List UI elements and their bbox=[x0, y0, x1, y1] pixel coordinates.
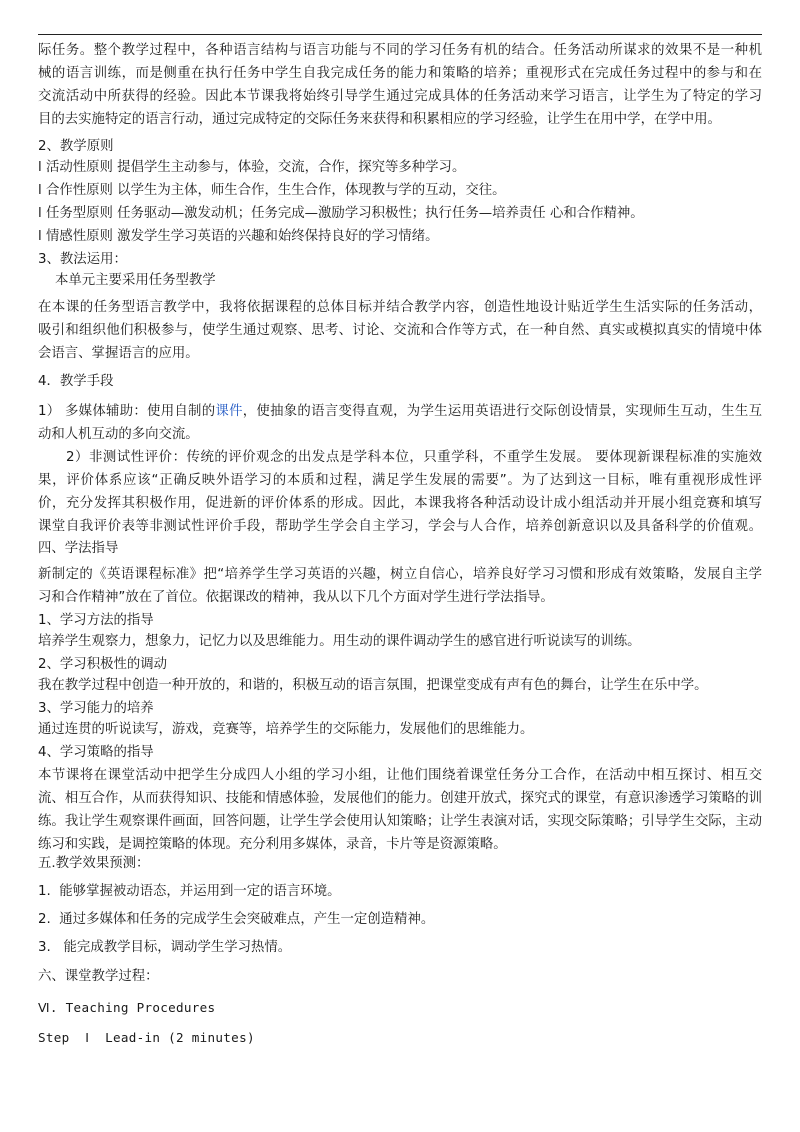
subsection-title: 1、学习方法的指导 bbox=[38, 613, 154, 628]
paragraph-line: 会语言、掌握语言的应用。 bbox=[38, 346, 199, 361]
paragraph-line: 培养学生观察力，想象力，记忆力以及思维能力。用生动的课件调动学生的感官进行听说读写的训练。 bbox=[38, 634, 641, 649]
paragraph-line bbox=[38, 403, 762, 421]
paragraph-line: 练。我让学生观察课件画面，回答问题，让学生学会使用认知策略；让学生表演对话，实现交际策略；引导学生交际，主动 bbox=[38, 814, 762, 829]
top-rule bbox=[38, 34, 762, 35]
list-item: l 活动性原则 提倡学生主动参与，体验，交流，合作，探究等多种学习。 bbox=[38, 160, 466, 175]
text-span: 1） 多媒体辅助：使用自制的 bbox=[38, 404, 216, 419]
courseware-link[interactable]: 课件 bbox=[215, 404, 243, 419]
list-item: l 任务型原则 任务驱动—激发动机；任务完成—激励学习积极性；执行任务—培养责任 心和合作精神。 bbox=[38, 206, 644, 221]
paragraph-line: 交流活动中所获得的经验。因此本节课我将始终引导学生通过完成具体的任务活动来学习语言，让学生为了特定的学习 bbox=[38, 89, 762, 104]
section-heading: 4．教学手段 bbox=[38, 374, 114, 389]
paragraph-line: 新制定的《英语课程标准》把“培养学生学习英语的兴趣，树立自信心，培养良好学习习惯和形成有效策略，发展自主学 bbox=[38, 567, 762, 582]
paragraph-line: 通过连贯的听说读写，游戏，竞赛等，培养学生的交际能力，发展他们的思维能力。 bbox=[38, 722, 534, 737]
section-heading: 五.教学效果预测： bbox=[38, 856, 150, 871]
paragraph-line: 习和合作精神”放在了首位。依据课改的精神，我从以下几个方面对学生进行学法指导。 bbox=[38, 590, 554, 605]
step-heading: Step Ⅰ Lead-in (2 minutes) bbox=[38, 1030, 255, 1045]
paragraph-line: 吸引和组织他们积极参与，使学生通过观察、思考、讨论、交流和合作等方式，在一种自然、真实或模拟真实的情境中体 bbox=[38, 323, 762, 338]
subsection-title: 4、学习策略的指导 bbox=[38, 745, 154, 760]
paragraph-line: 我在教学过程中创造一种开放的，和谐的，积极互动的语言氛围，把课堂变成有声有色的舞台，让学生在乐中学。 bbox=[38, 678, 708, 693]
list-item: 2. 通过多媒体和任务的完成学生会突破难点，产生一定创造精神。 bbox=[38, 912, 435, 927]
list-item: 1. 能够掌握被动语态，并运用到一定的语言环境。 bbox=[38, 884, 341, 899]
text-span: ，使抽象的语言变得直观，为学生运用英语进行交际创设情景，实现师生互动，生生互 bbox=[242, 404, 762, 419]
paragraph-line: 练习和实践，是调控策略的体现。充分利用多媒体，录音，卡片等是资源策略。 bbox=[38, 837, 507, 852]
paragraph-line: 械的语言训练，而是侧重在执行任务中学生自我完成任务的能力和策略的培养；重视形式在完成任务过程中的参与和在 bbox=[38, 66, 762, 81]
list-item: l 合作性原则 以学生为主体，师生合作，生生合作，体现教与学的互动，交往。 bbox=[38, 183, 506, 198]
section-heading: 3、教法运用： bbox=[38, 252, 127, 267]
subheading: 本单元主要采用任务型教学 bbox=[55, 273, 216, 288]
list-item: l 情感性原则 激发学生学习英语的兴趣和始终保持良好的学习情绪。 bbox=[38, 229, 439, 244]
paragraph-line: 2）非测试性评价：传统的评价观念的出发点是学科本位，只重学科，不重学生发展。 要体现新课程标准的实施效 bbox=[66, 450, 762, 465]
paragraph-line: 际任务。整个教学过程中，各种语言结构与语言功能与不同的学习任务有机的结合。任务活动所谋求的效果不是一种机 bbox=[38, 43, 762, 58]
paragraph-line: 课堂自我评价表等非测试性评价手段，帮助学生学会自主学习，学会与人合作，培养创新意识以及具备科学的价值观。 bbox=[38, 519, 762, 534]
paragraph-line: 果，评价体系应该“正确反映外语学习的本质和过程，满足学生发展的需要”。为了达到这一目标，唯有重视形成性评 bbox=[38, 473, 762, 488]
paragraph-line: 本节课将在课堂活动中把学生分成四人小组的学习小组，让他们围绕着课堂任务分工合作，在活动中相互探讨、相互交 bbox=[38, 768, 762, 783]
paragraph-line: 目的去实施特定的语言行动，通过完成特定的交际任务来获得和积累相应的学习经验，让学生在用中学，在学中用。 bbox=[38, 112, 721, 127]
paragraph-line: 动和人机互动的多向交流。 bbox=[38, 427, 199, 442]
section-heading: 2、教学原则 bbox=[38, 139, 114, 154]
section-heading: 六、课堂教学过程： bbox=[38, 969, 159, 984]
subsection-title: 3、学习能力的培养 bbox=[38, 701, 154, 716]
paragraph-line: 流、相互合作，从而获得知识、技能和情感体验，发展他们的能力。创建开放式，探究式的课堂，有意识渗透学习策略的训 bbox=[38, 791, 762, 806]
section-heading: 四、学法指导 bbox=[38, 541, 119, 556]
section-heading: Ⅵ. Teaching Procedures bbox=[38, 1000, 216, 1015]
subsection-title: 2、学习积极性的调动 bbox=[38, 657, 168, 672]
paragraph-line: 价，充分发挥其积极作用，促进新的评价体系的形成。因此，本课我将各种活动设计成小组活动并开展小组竞赛和填写 bbox=[38, 496, 762, 511]
list-item: 3. 能完成教学目标，调动学生学习热情。 bbox=[38, 940, 292, 955]
paragraph-line: 在本课的任务型语言教学中，我将依据课程的总体目标并结合教学内容，创造性地设计贴近学生生活实际的任务活动， bbox=[38, 300, 762, 315]
